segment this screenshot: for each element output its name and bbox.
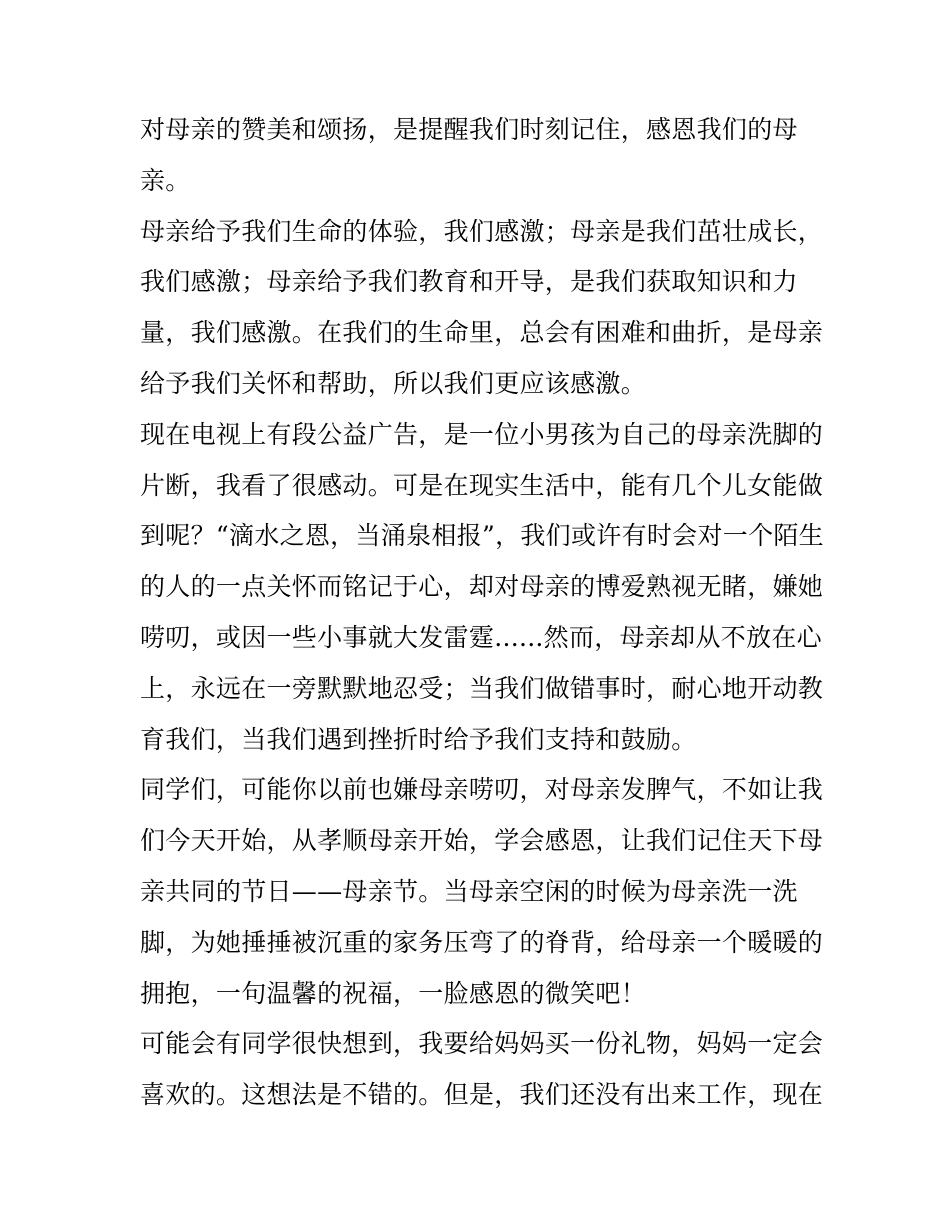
text-line: 的人的一点关怀而铭记于心，却对母亲的博爱熟视无睹，嫌她	[140, 572, 824, 602]
text-line: 们今天开始，从孝顺母亲开始，学会感恩，让我们记住天下母	[140, 826, 824, 856]
text-line: 育我们，当我们遇到挫折时给予我们支持和鼓励。	[140, 724, 697, 754]
text-line: 上，永远在一旁默默地忍受；当我们做错事时，耐心地开动教	[140, 673, 824, 703]
text-line: 亲。	[140, 165, 191, 195]
document-body	[140, 105, 824, 1121]
text-line: 现在电视上有段公益广告，是一位小男孩为自己的母亲洗脚的	[140, 419, 824, 449]
text-line: 亲共同的节日——母亲节。当母亲空闲的时候为母亲洗一洗	[140, 876, 798, 906]
text-line: 唠叨，或因一些小事就大发雷霆......然而，母亲却从不放在心	[140, 622, 822, 652]
text-line: 喜欢的。这想法是不错的。但是，我们还没有出来工作，现在	[140, 1080, 824, 1110]
text-line: 我们感激；母亲给予我们教育和开导，是我们获取知识和力	[140, 267, 798, 297]
text-line: 给予我们关怀和帮助，所以我们更应该感激。	[140, 368, 647, 398]
text-line: 拥抱，一句温馨的祝福，一脸感恩的微笑吧！	[140, 978, 647, 1008]
text-line: 到呢？“滴水之恩，当涌泉相报”，我们或许有时会对一个陌生	[140, 521, 824, 551]
text-line: 对母亲的赞美和颂扬，是提醒我们时刻记住，感恩我们的母	[140, 115, 798, 144]
text-line: 脚，为她捶捶被沉重的家务压弯了的脊背，给母亲一个暖暖的	[140, 927, 824, 957]
text-line: 片断，我看了很感动。可是在现实生活中，能有几个儿女能做	[140, 470, 824, 500]
text-line: 可能会有同学很快想到，我要给妈妈买一份礼物，妈妈一定会	[140, 1029, 824, 1059]
text-line: 同学们，可能你以前也嫌母亲唠叨，对母亲发脾气，不如让我	[140, 775, 824, 805]
text-line: 量，我们感激。在我们的生命里，总会有困难和曲折，是母亲	[140, 318, 824, 348]
text-line: 母亲给予我们生命的体验，我们感激；母亲是我们茁壮成长，	[140, 216, 824, 246]
